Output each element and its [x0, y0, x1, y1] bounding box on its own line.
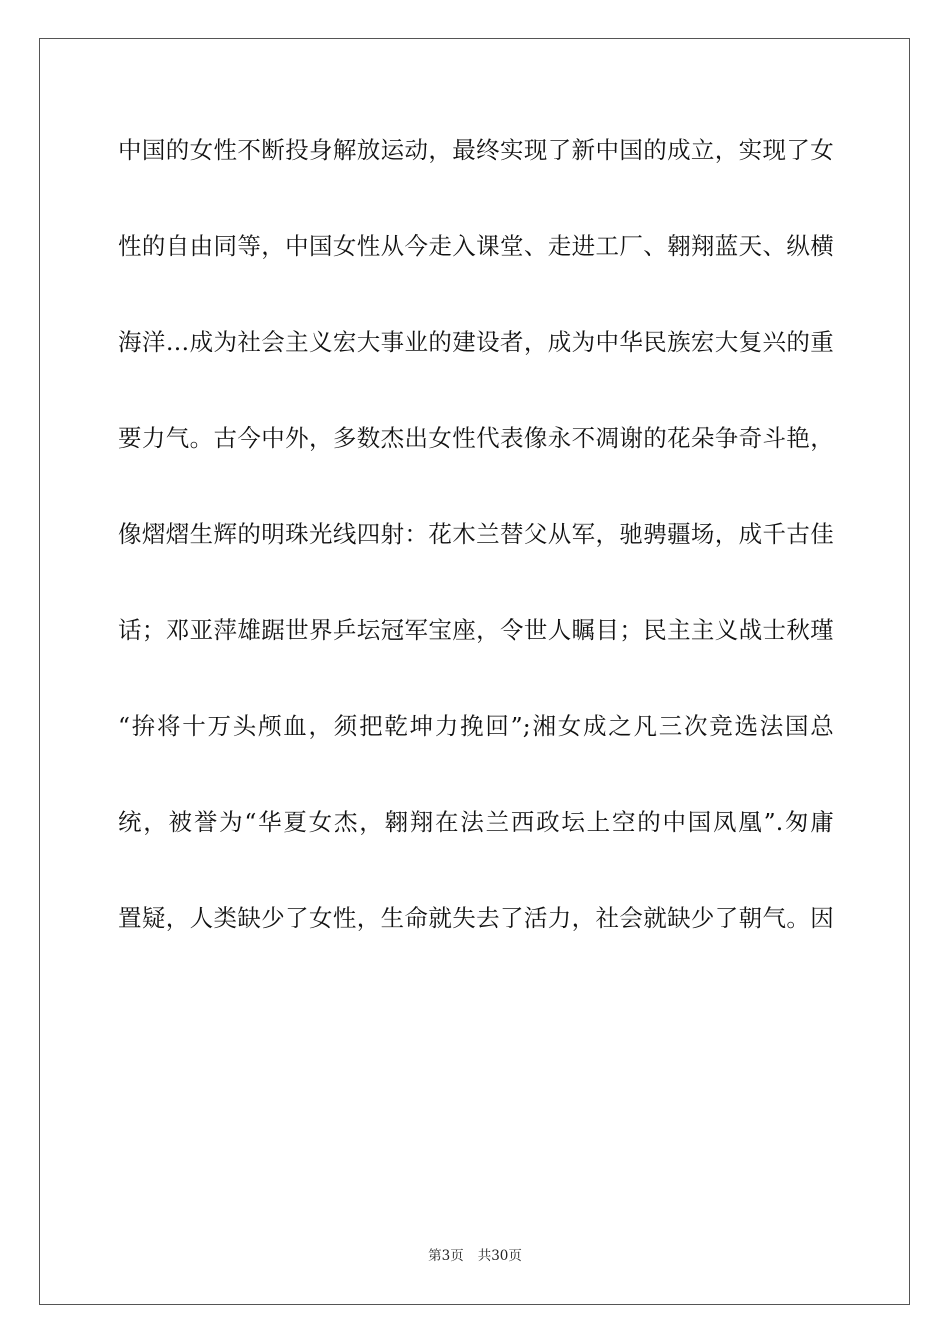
- text-line: 像熠熠生辉的明珠光线四射：花木兰替父从军，驰骋疆场，成千古佳: [118, 520, 834, 548]
- text-line: 统，被誉为“华夏女杰，翱翔在法兰西政坛上空的中国凤凰”.匆庸: [118, 808, 834, 836]
- text-line: 中国的女性不断投身解放运动，最终实现了新中国的成立，实现了女: [118, 136, 834, 164]
- text-line: 海洋…成为社会主义宏大事业的建设者，成为中华民族宏大复兴的重: [118, 328, 834, 356]
- text-line: 话；邓亚萍雄踞世界乒坛冠军宝座，令世人瞩目；民主主义战士秋瑾: [118, 616, 834, 644]
- page-total: 共30页: [477, 1248, 522, 1264]
- page-number: 第3页: [428, 1248, 464, 1264]
- page-footer: [0, 1246, 950, 1266]
- text-line: 置疑，人类缺少了女性，生命就失去了活力，社会就缺少了朝气。因: [118, 904, 834, 932]
- text-line: 性的自由同等，中国女性从今走入课堂、走进工厂、翱翔蓝天、纵横: [118, 232, 834, 260]
- text-line: 要力气。古今中外，多数杰出女性代表像永不凋谢的花朵争奇斗艳，: [118, 424, 834, 452]
- document-body: [118, 124, 834, 988]
- text-line: “拚将十万头颅血，须把乾坤力挽回”;湘女成之凡三次竞选法国总: [118, 712, 834, 740]
